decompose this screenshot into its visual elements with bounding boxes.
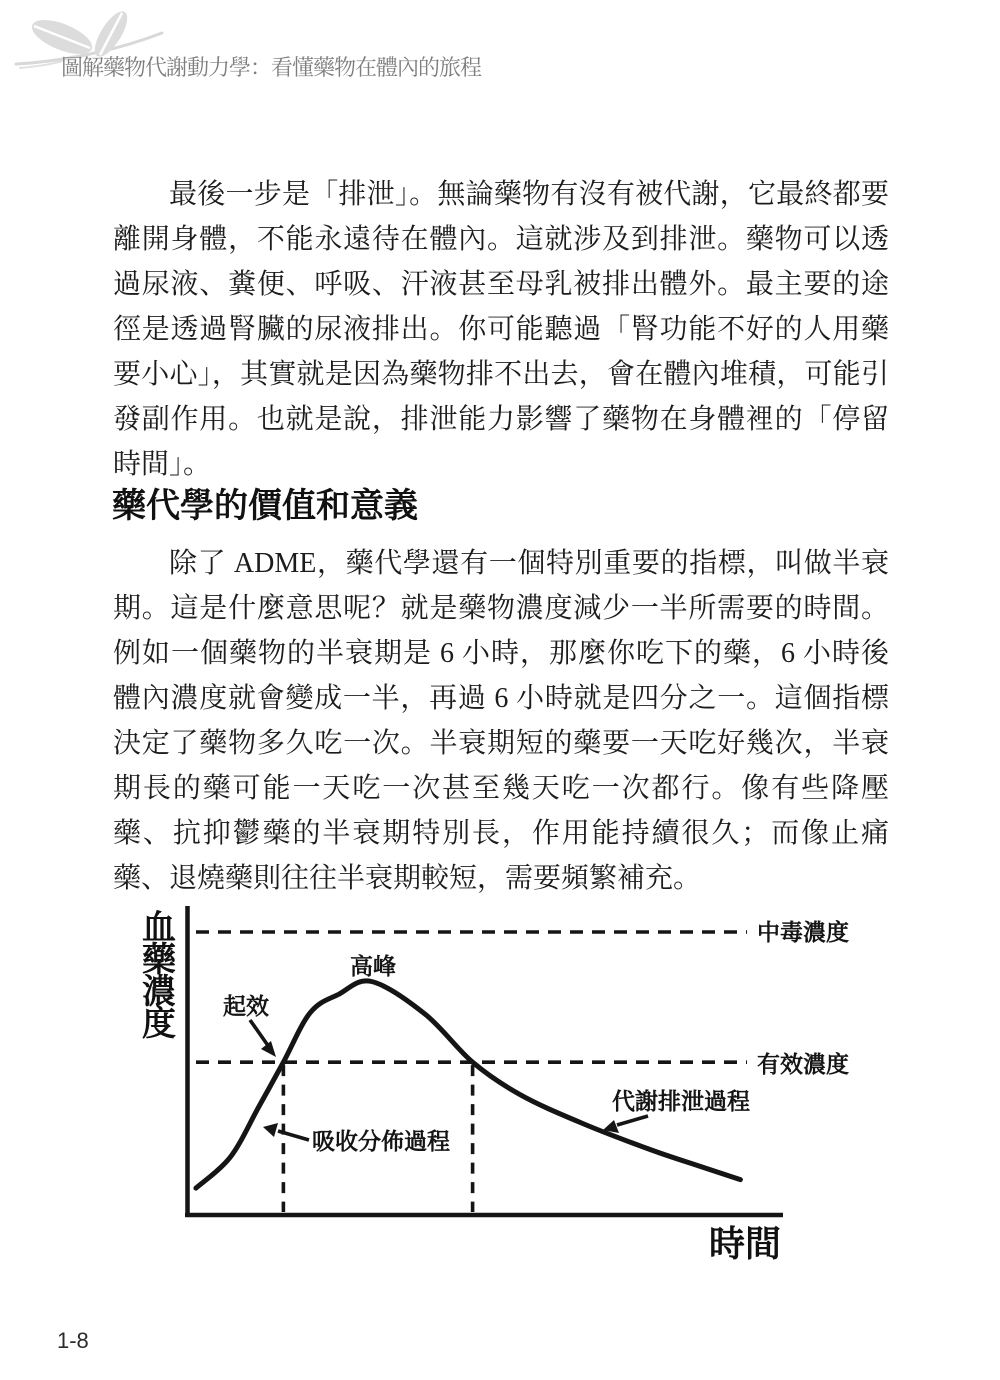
onset-arrow bbox=[250, 1020, 276, 1057]
effective-label: 有效濃度 bbox=[757, 1051, 849, 1077]
onset-label: 起效 bbox=[223, 993, 269, 1019]
elimination-phase-label: 代謝排泄過程 bbox=[612, 1088, 750, 1114]
peak-label: 高峰 bbox=[350, 953, 396, 979]
section-heading: 藥代學的價值和意義 bbox=[112, 487, 418, 525]
page-number: 1-8 bbox=[57, 1328, 89, 1353]
concentration-curve bbox=[196, 981, 741, 1188]
absorption-phase-label: 吸收分佈過程 bbox=[312, 1128, 450, 1154]
book-title-header: 圖解藥物代謝動力學：看懂藥物在體內的旅程 bbox=[61, 55, 482, 80]
y-axis-label: 血藥濃度 bbox=[142, 909, 176, 1043]
elimination-arrow bbox=[603, 1116, 648, 1133]
body-paragraph-excretion: 最後一步是「排泄」。無論藥物有沒有被代謝，它最終都要離開身體，不能永遠待在體內。這就涉及到排泄。藥物可以透過尿液、糞便、呼吸、汗液甚至母乳被排出體外。最主要的途徑是透過腎臟的尿液排出。你可能聽過「腎功能不好的人用藥要小心」，其實就是因為藥物排不出去，會在體內堆積，可能引發副作用。也就是說，排泄能力影響了藥物在身體裡的「停留時間」。 bbox=[113, 179, 889, 480]
pk-curve-plot bbox=[0, 880, 1000, 1280]
body-paragraph-halflife: 除了 ADME，藥代學還有一個特別重要的指標，叫做半衰期。這是什麼意思呢？就是藥物濃度減少一半所需要的時間。例如一個藥物的半衰期是 6 小時，那麼你吃下的藥，6 小時後體內濃度就會變成一半，再過 6 小時就是四分之一。這個指標決定了藥物多久吃一次。半衰期短的藥要一天吃好幾次，半衰期長的藥可能一天吃一次甚至幾天吃一次都行。像有些降壓藥、抗抑鬱藥的半衰期特別長，作用能持續很久；而像止痛藥、退燒藥則往往半衰期較短，需要頻繁補充。 bbox=[113, 548, 889, 894]
absorption-arrow bbox=[263, 1123, 309, 1140]
toxic-label: 中毒濃度 bbox=[757, 919, 849, 945]
x-axis-label: 時間 bbox=[708, 1223, 782, 1264]
